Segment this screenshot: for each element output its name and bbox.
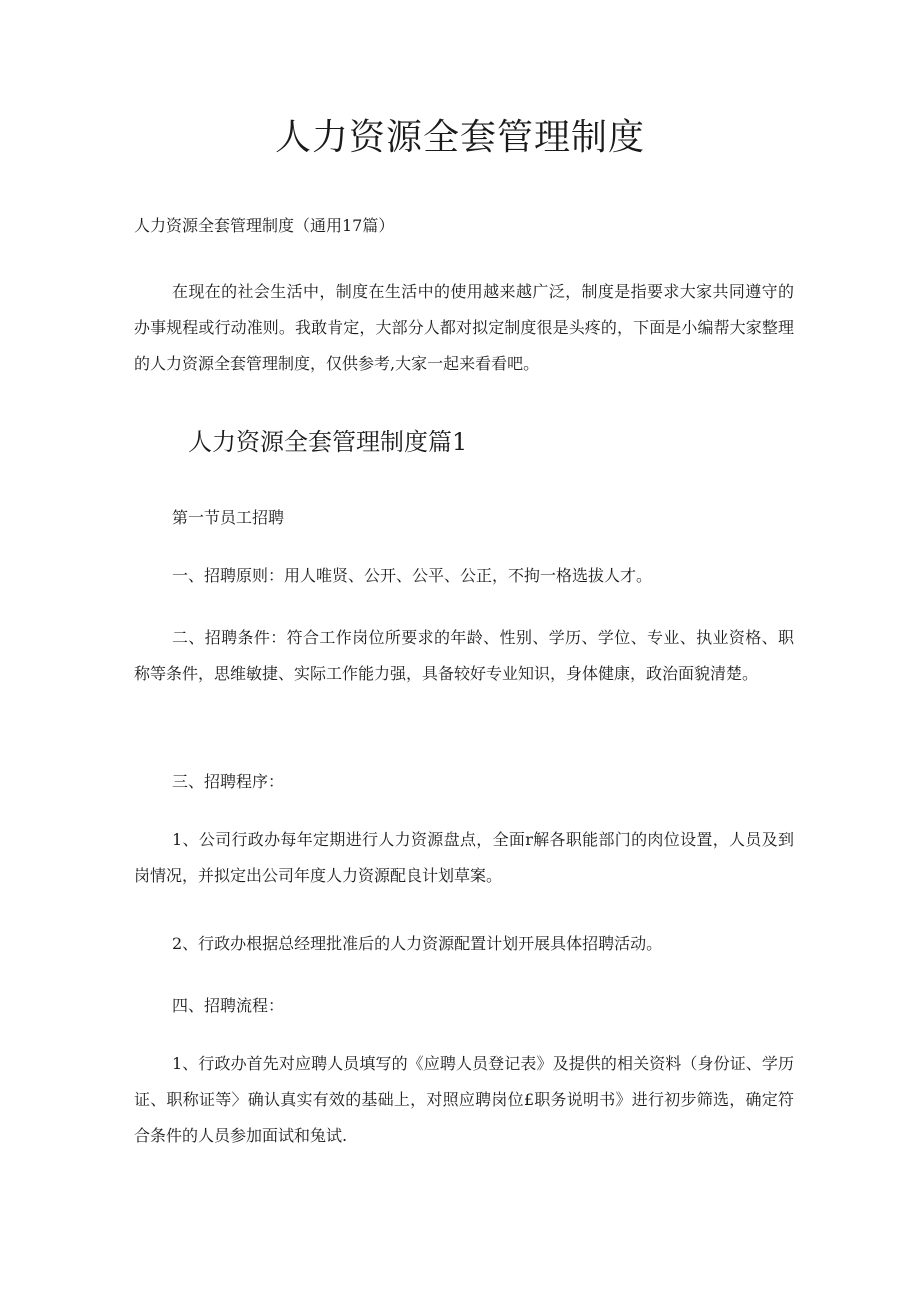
paragraph-flow-item-1: 1、行政办首先对应聘人员填写的《应聘人员登记表》及提供的相关资料（身份证、学历证、职称证等〉确认真实有效的基础上，对照应聘岗位£职务说明书》进行初步筛选，确定符合条件的人员参加面试和兔试. <box>134 1054 794 1145</box>
intro-paragraph: 在现在的社会生活中，制度在生活中的使用越来越广泛，制度是指要求大家共同遵守的办事规程或行动准则。我敢肯定，大部分人都对拟定制度很是头疼的，下面是小编帮大家整理的人力资源全套管理制度，仅供参考,大家一起来看看吧。 <box>134 282 794 373</box>
paragraph-recruitment-principle: 一、招聘原则：用人唯贤、公开、公平、公正，不拘一格选拔人才。 <box>172 566 653 585</box>
document-subtitle: 人力资源全套管理制度（通用17篇） <box>134 216 395 235</box>
paragraph-procedure-item-2: 2、行政办根据总经理批准后的人力资源配置计划开展具体招聘活动。 <box>172 934 663 953</box>
paragraph-recruitment-procedure-heading: 三、招聘程序： <box>172 772 285 791</box>
document-title: 人力资源全套管理制度 <box>274 117 645 158</box>
section-heading: 人力资源全套管理制度篇1 <box>188 428 468 456</box>
paragraph-procedure-item-1: 1、公司行政办每年定期进行人力资源盘点，全面r解各职能部门的肉位设置，人员及到岗情况，并拟定出公司年度人力资源配良计划草案。 <box>134 830 794 885</box>
paragraph-recruitment-flow-heading: 四、招聘流程： <box>172 996 285 1015</box>
subsection-title: 第一节员工招聘 <box>172 508 285 527</box>
paragraph-recruitment-conditions: 二、招聘条件：符合工作岗位所要求的年龄、性别、学历、学位、专业、执业资格、职称等条件，思维敏捷、实际工作能力强，具备较好专业知识，身体健康，政治面貌清楚。 <box>134 628 794 683</box>
